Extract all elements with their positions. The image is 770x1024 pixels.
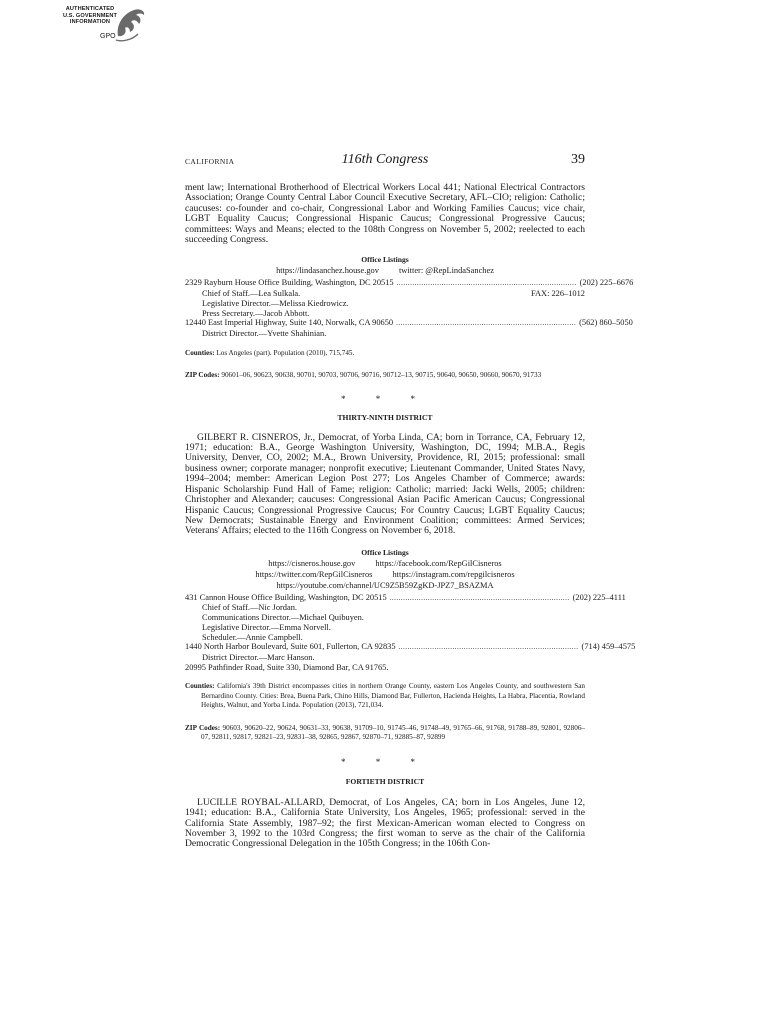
- office-phone: (202) 225–4111: [572, 592, 626, 602]
- zip-label: ZIP Codes:: [185, 723, 221, 732]
- cisneros-links: [185, 558, 585, 591]
- gpo-mark: GPO: [100, 33, 116, 40]
- twitter-handle[interactable]: twitter: @RepLindaSanchez: [398, 266, 494, 276]
- zip-text: 90603, 90620–22, 90624, 90631–33, 90638, 91709–10, 91745–46, 91748–49, 91765–66, 91768, 91788–89, 92801, 92806–07, 92811, 92817, 92821–23, 92831–38, 92865, 92867, 92870–71, 92885–87, 92899: [201, 723, 585, 742]
- counties-label: Counties:: [185, 682, 215, 691]
- leader-dots: ................................................................................: [396, 319, 577, 328]
- staff-entry: Legislative Director.—Emma Norvell.: [202, 622, 331, 632]
- link-line: [185, 580, 585, 591]
- youtube-link[interactable]: https://youtube.com/channel/UC9Z5B59ZgKD-JPZ7_BSAZMA: [276, 580, 494, 590]
- running-head: [185, 152, 585, 172]
- sanchez-counties: [185, 349, 585, 359]
- website-link[interactable]: https://lindasanchez.house.gov: [276, 266, 379, 276]
- office-address: 2329 Rayburn House Office Building, Washington, DC 20515: [185, 278, 394, 288]
- instagram-link[interactable]: https://instagram.com/repgilcisneros: [392, 569, 515, 579]
- cisneros-offices: [185, 592, 636, 673]
- office-row: [185, 278, 634, 289]
- eagle-icon: [112, 6, 148, 46]
- website-link[interactable]: https://cisneros.house.gov: [268, 558, 356, 568]
- counties-text: Los Angeles (part). Population (2010), 715,745.: [216, 348, 355, 357]
- facebook-link[interactable]: https://facebook.com/RepGilCisneros: [375, 558, 502, 568]
- cisneros-counties: [185, 682, 585, 711]
- staff-entry: District Director.—Marc Hanson.: [202, 652, 315, 662]
- sanchez-offices: [185, 278, 634, 338]
- counties-text: California's 39th District encompasses cities in northern Orange County, eastern Los Angeles County, and southwestern San Bernardino County. Cities: Brea, Buena Park, Chino Hills, Diamond Bar, Fullerton, Hacienda Heights, La Habra, Placentia, Rowland Heights, Walnut, and Yorba Linda. Population (2013), 721,034.: [201, 682, 586, 710]
- office-phone: (714) 459–4575: [581, 642, 636, 652]
- staff-entry: Press Secretary.—Jacob Abbott.: [202, 308, 310, 318]
- gpo-badge-line: AUTHENTICATED: [65, 6, 115, 12]
- twitter-link[interactable]: https://twitter.com/RepGilCisneros: [255, 569, 373, 579]
- office-row: [185, 318, 633, 329]
- sanchez-bio-continued: ment law; International Brotherhood of Electrical Workers Local 441; National Electrical Contractors Association; Orange County Central Labor Council Executive Secretary, AFL–CIO; religion: Catholic; caucuses: co-founder and co-chair, Congressional Labor and Working Families Caucus; vice chair, LGBT Equality Caucus; Congressional Hispanic Caucus; Congressional Progressive Caucus; committees: Ways and Means; elected to the 108th Congress on November 5, 2002; reelected to each succeeding Congress.: [185, 182, 585, 246]
- staff-entry: Chief of Staff.—Lea Sulkala.: [202, 289, 301, 299]
- office-phone: (562) 860–5050: [579, 318, 633, 328]
- counties-entry: [185, 682, 585, 711]
- document-page: [185, 152, 636, 850]
- zip-text: 90601–06, 90623, 90638, 90701, 90703, 90706, 90716, 90712–13, 90715, 90640, 90650, 90660, 90670, 91733: [221, 371, 542, 380]
- state-label: CALIFORNIA: [185, 157, 235, 166]
- staff-entry: Legislative Director.—Melissa Kiedrowicz.: [202, 298, 349, 308]
- section-separator: * * *: [341, 756, 429, 767]
- gpo-badge-line: INFORMATION: [69, 19, 111, 26]
- zip-label: ZIP Codes:: [185, 371, 220, 380]
- staff-entry: Chief of Staff.—Nic Jordan.: [202, 603, 297, 613]
- district-heading: FORTIETH DISTRICT: [345, 776, 425, 786]
- office-row: [185, 592, 626, 604]
- office-address: 1440 North Harbor Boulevard, Suite 601, Fullerton, CA 92835: [185, 642, 396, 652]
- page-number: 39: [571, 152, 585, 167]
- office-row: [185, 289, 585, 299]
- section-separator: * * *: [341, 393, 429, 404]
- counties-entry: [185, 349, 585, 359]
- zip-entry: [185, 724, 585, 743]
- cisneros-bio: GILBERT R. CISNEROS, Jr., Democrat, of Yorba Linda, CA; born in Torrance, CA, February 12, 1971; education: B.A., George Washington University, Washington, DC, 1994; M.B.A., Regis University, Denver, CO, 2002; M.A., Brown University, Providence, RI, 2015; professional: small business owner; corporate manager; nonprofit executive; Lieutenant Commander, United States Navy, 1994–2004; member: American Legion Post 277; Los Angeles Chamber of Commerce; awards: Hispanic Scholarship Fund Hall of Fame; religion: Catholic; married: Jacki Wells, 2005; children: Christopher and Alexander; caucuses: Congressional Asian Pacific American Caucus; Congressional Hispanic Caucus; Congressional Progressive Caucus; For Country Caucus; LGBT Equality Caucus; New Democrats; Sustainable Energy and Environment Coalition; committees: Armed Services; Veterans' Affairs; elected to the 116th Congress on November 6, 2018.: [185, 431, 585, 537]
- staff-entry: District Director.—Yvette Shahinian.: [202, 328, 327, 338]
- roybal-allard-bio: LUCILLE ROYBAL-ALLARD, Democrat, of Los Angeles, CA; born in Los Angeles, June 12, 1941; education: B.A., California State University, Los Angeles, 1965; professional: served in the California State Assembly, 1987–92; the first Mexican-American woman elected to Congress on November 3, 1992 to the 103rd Congress; the first woman to serve as the chair of the California Democratic Congressional Delegation in the 105th Congress; in the 106th Con-: [185, 796, 585, 850]
- gpo-badge-text: [62, 6, 118, 26]
- sanchez-zip-codes: [185, 371, 585, 381]
- office-listings-heading: Office Listings: [361, 255, 409, 265]
- office-address: 20995 Pathfinder Road, Suite 330, Diamond Bar, CA 91765.: [185, 662, 389, 672]
- office-address: 431 Cannon House Office Building, Washington, DC 20515: [185, 592, 387, 602]
- zip-entry: [185, 371, 585, 381]
- district-heading: THIRTY-NINTH DISTRICT: [337, 412, 433, 422]
- staff-entry: Scheduler.—Annie Campbell.: [202, 632, 303, 642]
- office-row: [185, 642, 636, 653]
- link-line: [185, 569, 585, 580]
- link-line: [185, 558, 585, 569]
- page-title: 116th Congress: [341, 152, 429, 167]
- cisneros-zip-codes: [185, 724, 585, 743]
- staff-entry: Communications Director.—Michael Quibuyen.: [202, 613, 364, 623]
- office-listings-heading: Office Listings: [361, 547, 409, 557]
- sanchez-links: [185, 265, 585, 276]
- gpo-authentication-badge: [62, 6, 152, 48]
- leader-dots: ................................................................................: [398, 643, 579, 652]
- gpo-badge-line: U.S. GOVERNMENT: [62, 12, 118, 19]
- leader-dots: ................................................................................: [389, 593, 570, 602]
- office-fax: FAX: 226–1012: [530, 289, 585, 299]
- office-phone: (202) 225–6676: [579, 278, 634, 288]
- office-address: 12440 East Imperial Highway, Suite 140, Norwalk, CA 90650: [185, 318, 394, 328]
- counties-label: Counties:: [185, 348, 215, 357]
- leader-dots: ................................................................................: [396, 279, 577, 288]
